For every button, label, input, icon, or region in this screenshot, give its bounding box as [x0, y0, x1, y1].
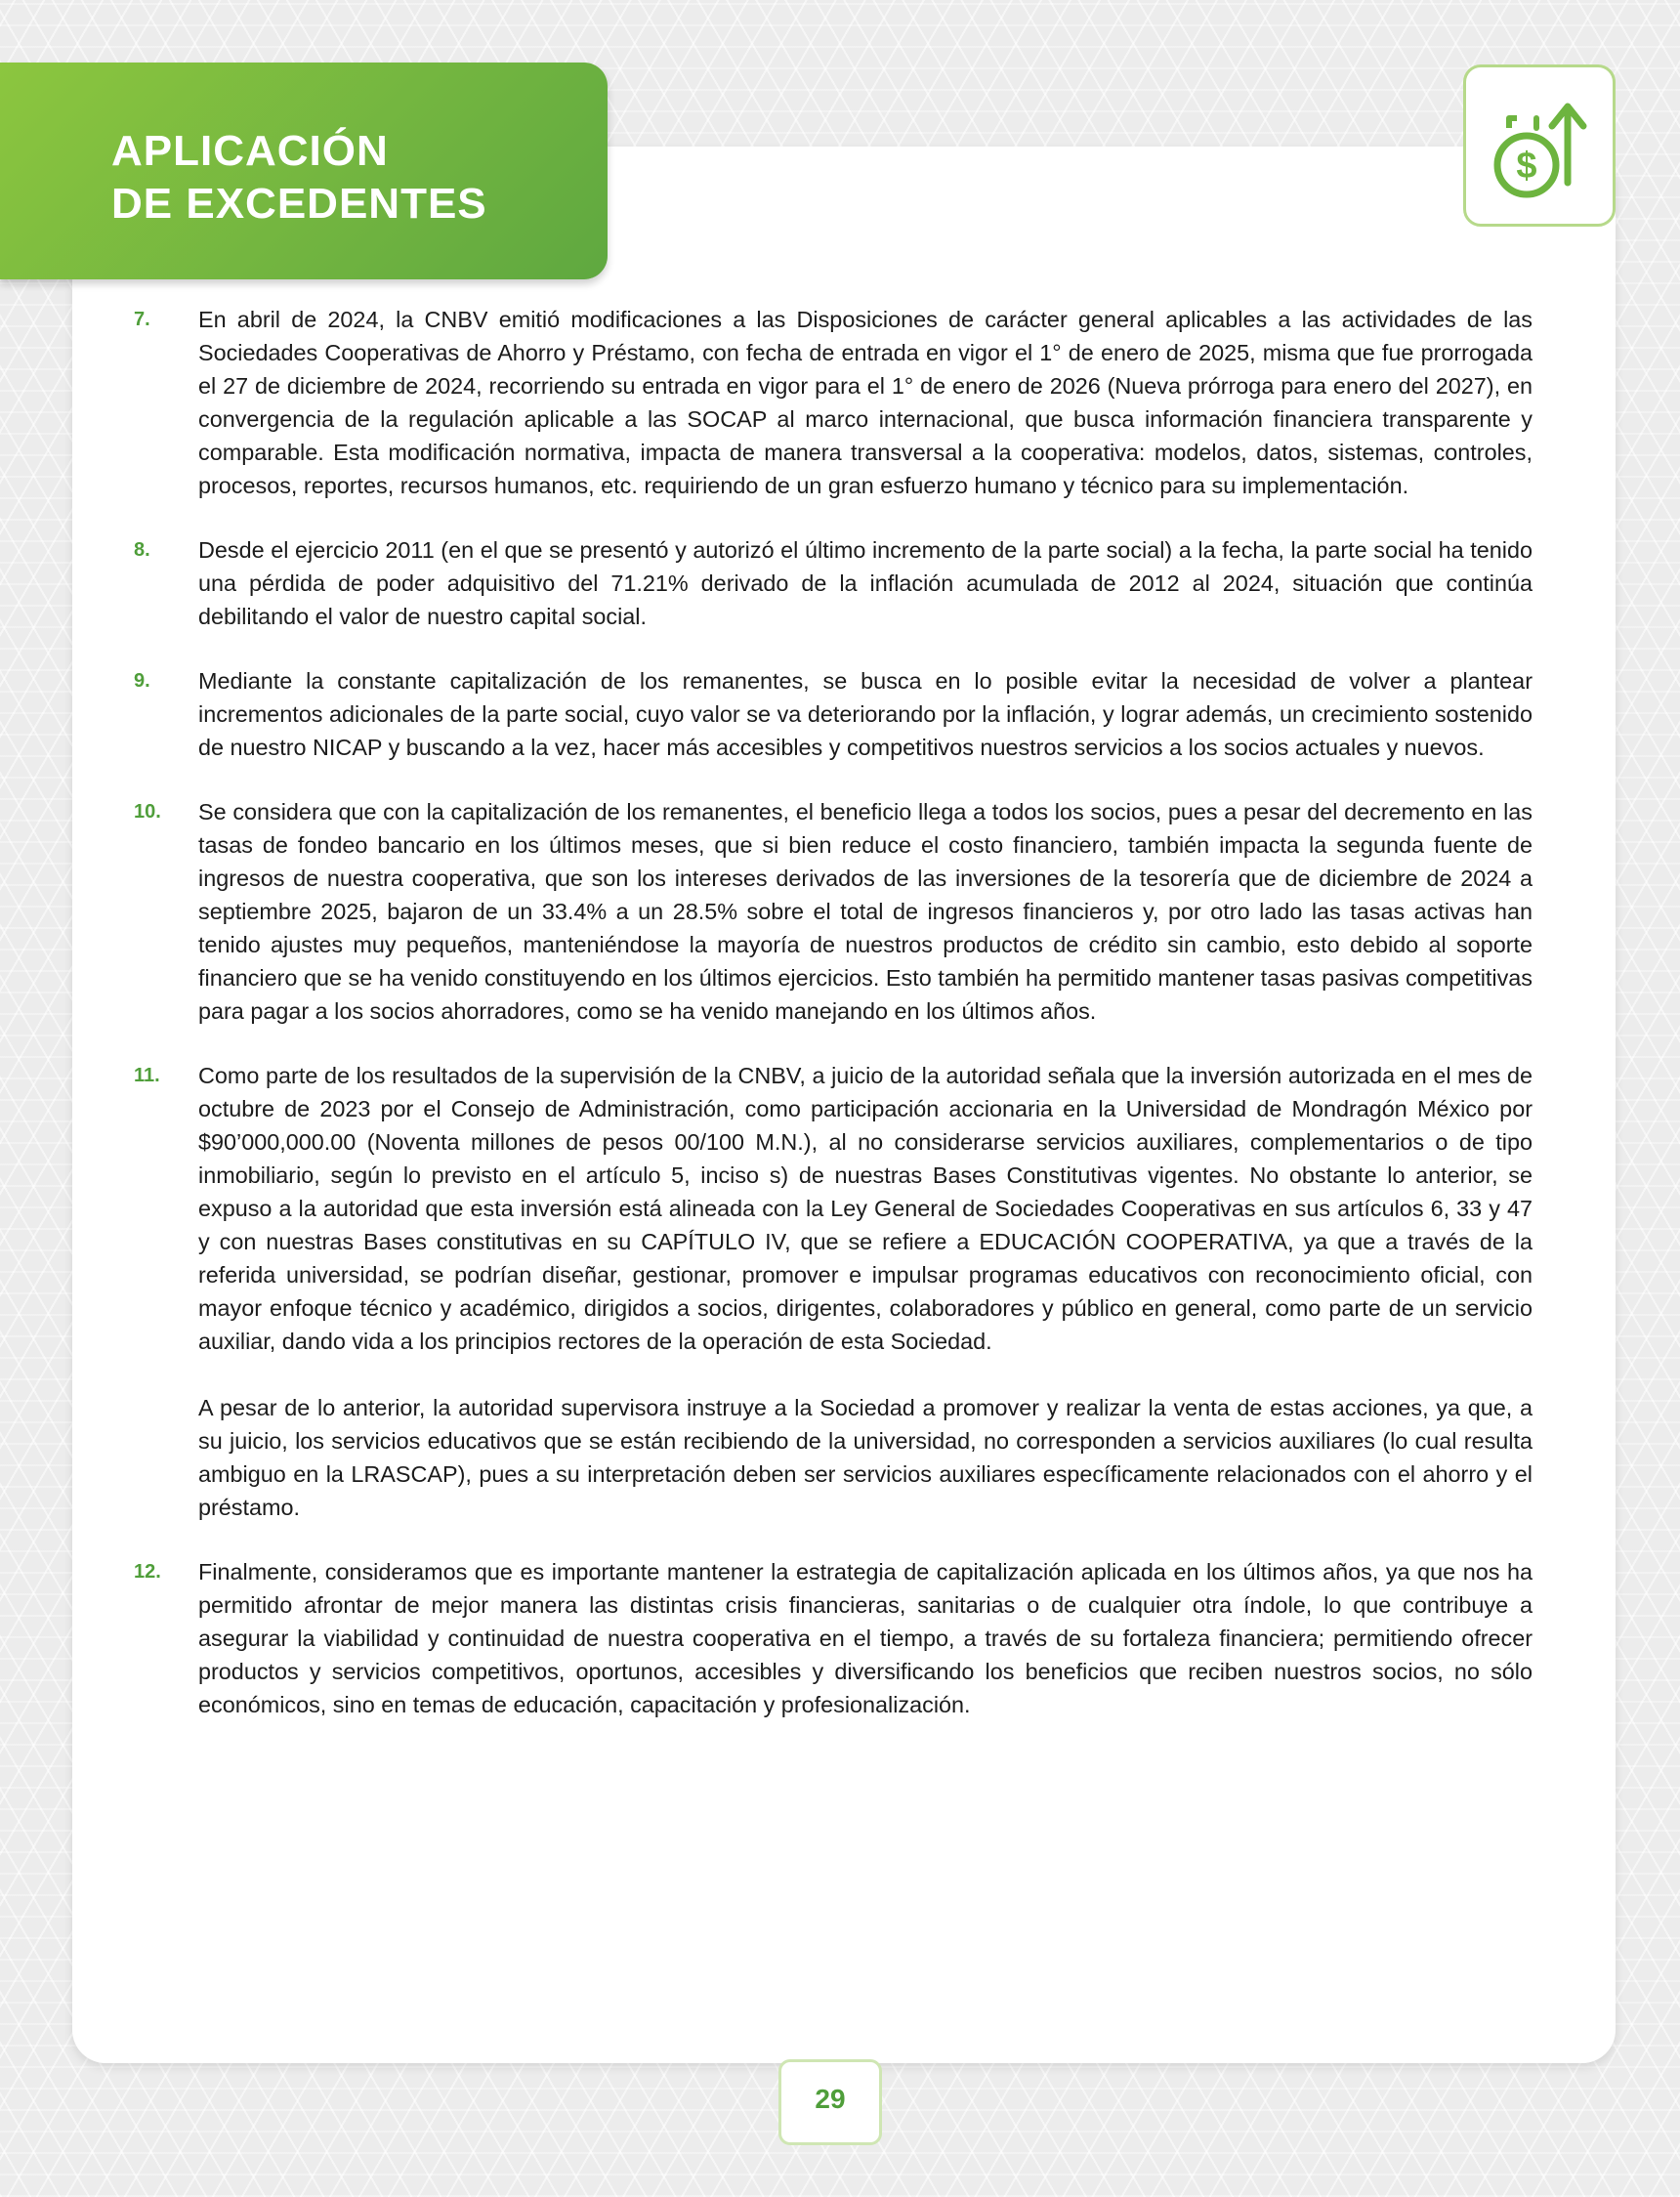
list-item [134, 1555, 1533, 1721]
list-item [134, 533, 1533, 633]
item-paragraph: En abril de 2024, la CNBV emitió modificaciones a las Disposiciones de carácter general aplicables a las actividades de las Sociedades Cooperativas de Ahorro y Préstamo, con fecha de entrada en vigor el 1° de enero de 2025, misma que fue prorrogada el 27 de diciembre de 2024, recorriendo su entrada en vigor para el 1° de enero de 2026 (Nueva prórroga para enero del 2027), en convergencia de la regulación aplicable a las SOCAP al marco internacional, que busca información financiera transparente y comparable. Esta modificación normativa, impacta de manera transversal a la cooperativa: modelos, datos, sistemas, controles, procesos, reportes, recursos humanos, etc. requiriendo de un gran esfuerzo humano y técnico para su implementación. [198, 307, 1533, 498]
section-title-banner [0, 63, 608, 279]
page-number: 29 [815, 2084, 846, 2114]
numbered-list [134, 303, 1533, 1753]
item-paragraph: Mediante la constante capitalización de los remanentes, se busca en lo posible evitar la necesidad de volver a plantear incrementos adicionales de la parte social, cuyo valor se va deteriorando por la inflación, y lograr además, un crecimiento sostenido de nuestro NICAP y buscando a la vez, hacer más accesibles y competitivos nuestros servicios a los socios actuales y nuevos. [198, 668, 1533, 760]
item-paragraph: A pesar de lo anterior, la autoridad supervisora instruye a la Sociedad a promover y realizar la venta de estas acciones, ya que, a su juicio, los servicios educativos que se están recibiendo de la universidad, no corresponden a servicios auxiliares (lo cual resulta ambiguo en la LRASCAP), pues a su interpretación deben ser servicios auxiliares específicamente relacionados con el ahorro y el préstamo. [198, 1395, 1533, 1520]
list-item [134, 1059, 1533, 1524]
item-number: 7. [134, 309, 150, 330]
section-title-line-1: APLICACIÓN [111, 127, 389, 175]
item-number: 11. [134, 1065, 160, 1086]
item-paragraph: Finalmente, consideramos que es importante mantener la estrategia de capitalización aplicada en los últimos años, ya que nos ha permitido afrontar de mejor manera las distintas crisis financieras, sanitarias o de cualquier otra índole, lo que contribuye a asegurar la viabilidad y continuidad de nuestra cooperativa en el tiempo, a través de su fortaleza financiera; permitiendo ofrecer productos y servicios competitivos, oportunos, accesibles y diversificando los beneficios que reciben nuestros socios, no sólo económicos, sino en temas de educación, capacitación y profesionalización. [198, 1559, 1533, 1717]
item-number: 10. [134, 801, 161, 823]
item-number: 8. [134, 539, 150, 561]
item-number: 12. [134, 1561, 161, 1583]
item-paragraph: Como parte de los resultados de la supervisión de la CNBV, a juicio de la autoridad señala que la inversión autorizada en el mes de octubre de 2023 por el Consejo de Administración, como participación accionaria en la Universidad de Mondragón México por $90’000,000.00 (Noventa millones de pesos 00/100 M.N.), al no considerarse servicios auxiliares, complementarios o de tipo inmobiliario, según lo previsto en el artículo 5, inciso s) de nuestras Bases Constitutivas vigentes. No obstante lo anterior, se expuso a la autoridad que esta inversión está alineada con la Ley General de Sociedades Cooperativas en sus artículos 6, 33 y 47 y con nuestras Bases constitutivas en su CAPÍTULO IV, que se refiere a EDUCACIÓN COOPERATIVA, ya que a través de la referida universidad, se podrían diseñar, gestionar, promover e impulsar programas educativos con reconocimiento oficial, con mayor enfoque técnico y académico, dirigidos a socios, dirigentes, colaboradores y público en general, como parte de un servicio auxiliar, dando vida a los principios rectores de la operación de esta Sociedad. [198, 1063, 1533, 1354]
svg-text:$: $ [1516, 146, 1537, 187]
list-item [134, 795, 1533, 1028]
item-paragraph: Se considera que con la capitalización de los remanentes, el beneficio llega a todos los socios, pues a pesar del decremento en las tasas de fondeo bancario en los últimos meses, que si bien reduce el costo financiero, también impacta la segunda fuente de ingresos de nuestra cooperativa, que son los intereses derivados de las inversiones de la tesorería que de diciembre de 2024 a septiembre 2025, bajaron de un 33.4% a un 28.5% sobre el total de ingresos financieros y, por otro lado las tasas activas han tenido ajustes muy pequeños, manteniéndose la mayoría de nuestros productos de crédito sin cambio, esto debido al soporte financiero que se ha venido constituyendo en los últimos ejercicios. Esto también ha permitido mantener tasas pasivas competitivas para pagar a los socios ahorradores, como se ha venido manejando en los últimos años. [198, 799, 1533, 1024]
list-item [134, 303, 1533, 502]
dollar-coin-arrow-up-icon [1463, 64, 1616, 227]
item-paragraph: Desde el ejercicio 2011 (en el que se presentó y autorizó el último incremento de la parte social) a la fecha, la parte social ha tenido una pérdida de poder adquisitivo del 71.21% derivado de la inflación acumulada de 2012 al 2024, situación que continúa debilitando el valor de nuestro capital social. [198, 537, 1533, 629]
item-number: 9. [134, 670, 150, 692]
list-item [134, 664, 1533, 764]
section-title-line-2: DE EXCEDENTES [111, 180, 487, 228]
page-number-tab [778, 2059, 882, 2145]
